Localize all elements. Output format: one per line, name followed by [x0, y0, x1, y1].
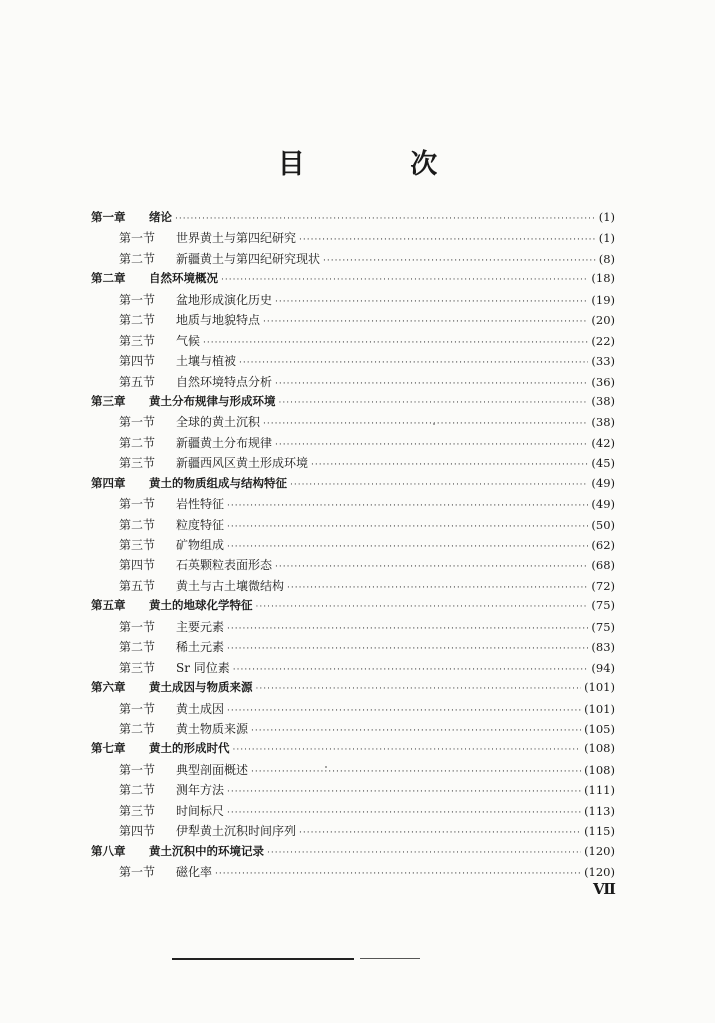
page-number: (115): [584, 824, 615, 839]
leader-dots: [233, 665, 589, 675]
section-number: 第二节: [119, 313, 156, 328]
leader-dots: [287, 583, 588, 593]
page-number: (1): [598, 231, 615, 246]
leader-dots: [267, 848, 581, 858]
page-number: (8): [598, 251, 615, 266]
chapter-title: 黄土成因与物质来源: [149, 680, 253, 695]
leader-dots: [251, 726, 581, 736]
page-number: (33): [591, 354, 615, 369]
toc-section-row: [91, 822, 615, 842]
toc-section-row: [91, 802, 615, 822]
chapter-title: 黄土沉积中的环境记录: [149, 843, 264, 858]
chapter-title: 自然环境概况: [149, 271, 218, 286]
section-title: 世界黄土与第四纪研究: [176, 231, 297, 246]
page-number: (113): [584, 803, 615, 818]
page-number: (18): [591, 271, 615, 286]
scan-speck: [325, 766, 327, 768]
section-number: 第二节: [119, 435, 156, 450]
section-number: 第二节: [119, 251, 156, 266]
leader-dots: [279, 398, 589, 408]
toc-section-row: [91, 250, 615, 270]
section-title: 粒度特征: [176, 517, 225, 532]
leader-dots: [251, 767, 581, 777]
page-number: (94): [591, 660, 615, 675]
section-number: 第一节: [119, 415, 156, 430]
leader-dots: [227, 644, 588, 654]
leader-dots: [275, 379, 588, 389]
leader-dots: [275, 562, 588, 572]
toc-section-row: [91, 700, 615, 720]
section-title: 石英颗粒表面形态: [176, 558, 273, 573]
toc-section-row: [91, 638, 615, 658]
chapter-title: 黄土的物质组成与结构特征: [149, 475, 287, 490]
page-number: (101): [584, 701, 615, 716]
section-title: 岩性特征: [176, 497, 225, 512]
page-number: (38): [591, 393, 615, 408]
section-number: 第一节: [119, 762, 156, 777]
section-title: 自然环境特点分析: [176, 374, 273, 389]
section-title: 稀土元素: [176, 640, 225, 655]
page-number: (75): [591, 598, 615, 613]
leader-dots: [227, 501, 588, 511]
page-number: (45): [591, 456, 615, 471]
page-number: (101): [584, 680, 615, 695]
page-number: (62): [591, 538, 615, 552]
page-number: (1): [598, 210, 615, 224]
toc-section-row: [91, 373, 615, 393]
section-title: 伊犁黄土沉积时间序列: [176, 824, 297, 839]
leader-dots: [175, 214, 596, 224]
section-number: 第一节: [119, 231, 156, 246]
toc-section-row: [91, 229, 615, 249]
toc-chapter-row: [91, 843, 615, 863]
scan-speck: [433, 423, 435, 425]
toc-section-row: [91, 434, 615, 454]
chapter-number: 第四章: [91, 475, 126, 490]
toc-section-row: [91, 536, 615, 556]
toc-section-row: [91, 761, 615, 781]
leader-dots: [299, 235, 596, 245]
leader-dots: [275, 297, 588, 307]
section-number: 第五节: [119, 578, 156, 593]
section-title: 典型剖面概述: [176, 762, 249, 777]
chapter-number: 第三章: [91, 393, 126, 408]
toc-section-row: [91, 659, 615, 679]
leader-dots: [299, 828, 581, 838]
page-number: (22): [591, 333, 615, 348]
chapter-number: 第六章: [91, 680, 126, 695]
section-title: 时间标尺: [176, 803, 225, 818]
section-number: 第二节: [119, 721, 156, 736]
section-number: 第四节: [119, 354, 156, 369]
toc-section-row: [91, 311, 615, 331]
page-number: (111): [584, 783, 615, 798]
page-folio: Ⅶ: [593, 880, 614, 898]
page-number: (38): [591, 415, 615, 430]
section-number: 第二节: [119, 517, 156, 532]
section-title: Sr 同位素: [176, 660, 230, 675]
section-title: 盆地形成演化历史: [176, 292, 273, 307]
leader-dots: [227, 542, 588, 552]
toc-section-row: [91, 454, 615, 474]
chapter-number: 第一章: [91, 210, 126, 224]
section-number: 第二节: [119, 783, 156, 798]
toc-section-row: [91, 618, 615, 638]
leader-dots: [256, 684, 582, 694]
page-number: (19): [591, 292, 615, 307]
section-title: 新疆西风区黄土形成环境: [176, 456, 309, 471]
page-number: (75): [591, 619, 615, 634]
section-number: 第一节: [119, 619, 156, 634]
toc-section-row: [91, 556, 615, 576]
leader-dots: [215, 869, 581, 879]
leader-dots: [227, 808, 581, 818]
toc-section-row: [91, 720, 615, 740]
section-title: 新疆黄土与第四纪研究现状: [176, 251, 321, 266]
section-number: 第一节: [119, 865, 156, 879]
toc-section-row: [91, 781, 615, 801]
page-number: (108): [584, 741, 615, 756]
toc-section-row: [91, 413, 615, 433]
leader-dots: [239, 358, 588, 368]
section-title: 全球的黄土沉积: [176, 415, 261, 430]
chapter-number: 第七章: [91, 741, 126, 756]
section-number: 第一节: [119, 292, 156, 307]
leader-dots: [323, 256, 596, 266]
toc-section-row: [91, 863, 615, 883]
page-number: (68): [591, 558, 615, 573]
section-number: 第四节: [119, 558, 156, 573]
leader-dots: [256, 602, 589, 612]
leader-dots: [203, 338, 588, 348]
leader-dots: [290, 480, 588, 490]
section-title: 黄土与古土壤微结构: [176, 578, 285, 593]
section-title: 黄土物质来源: [176, 721, 249, 736]
section-number: 第四节: [119, 824, 156, 839]
footer-rule: [172, 958, 354, 960]
chapter-title: 黄土的形成时代: [149, 741, 230, 756]
leader-dots: [227, 706, 581, 716]
page-title: 目 次: [277, 149, 486, 180]
page-number: (105): [584, 721, 615, 736]
section-title: 土壤与植被: [176, 354, 237, 369]
chapter-number: 第五章: [91, 598, 126, 613]
toc-section-row: [91, 577, 615, 597]
section-title: 测年方法: [176, 783, 225, 798]
table-of-contents: [91, 209, 615, 883]
chapter-title: 绪论: [149, 210, 172, 224]
section-title: 主要元素: [176, 619, 225, 634]
section-title: 黄土成因: [176, 701, 225, 716]
section-number: 第三节: [119, 456, 156, 471]
section-number: 第五节: [119, 374, 156, 389]
toc-section-row: [91, 516, 615, 536]
toc-chapter-row: [91, 393, 615, 413]
page-number: (120): [584, 865, 615, 879]
chapter-title: 黄土分布规律与形成环境: [149, 393, 276, 408]
page-number: (120): [584, 843, 615, 858]
page-number: (108): [584, 762, 615, 777]
section-number: 第三节: [119, 803, 156, 818]
toc-section-row: [91, 352, 615, 372]
leader-dots: [233, 745, 582, 755]
toc-chapter-row: [91, 597, 615, 617]
leader-dots: [221, 275, 588, 285]
toc-chapter-row: [91, 475, 615, 495]
section-title: 新疆黄土分布规律: [176, 435, 273, 450]
page-number: (42): [591, 435, 615, 450]
toc-chapter-row: [91, 740, 615, 760]
toc-chapter-row: [91, 270, 615, 290]
leader-dots: [227, 624, 588, 634]
section-number: 第一节: [119, 701, 156, 716]
leader-dots: [227, 522, 588, 532]
page-number: (49): [591, 475, 615, 490]
chapter-number: 第八章: [91, 843, 126, 858]
leader-dots: [263, 419, 588, 429]
leader-dots: [311, 460, 588, 470]
section-number: 第三节: [119, 538, 156, 552]
section-number: 第二节: [119, 640, 156, 655]
section-number: 第一节: [119, 497, 156, 512]
toc-chapter-row: [91, 209, 615, 229]
leader-dots: [227, 787, 581, 797]
footer-rule-short: [360, 958, 420, 959]
page-number: (36): [591, 374, 615, 389]
section-number: 第三节: [119, 660, 156, 675]
chapter-title: 黄土的地球化学特征: [149, 598, 253, 613]
toc-section-row: [91, 332, 615, 352]
page-number: (20): [591, 313, 615, 328]
section-number: 第三节: [119, 333, 156, 348]
section-title: 气候: [176, 333, 201, 348]
section-title: 磁化率: [176, 865, 213, 879]
leader-dots: [263, 317, 588, 327]
page-number: (83): [591, 640, 615, 655]
page-number: (49): [591, 497, 615, 512]
toc-chapter-row: [91, 679, 615, 699]
toc-section-row: [91, 291, 615, 311]
toc-section-row: [91, 495, 615, 515]
section-title: 矿物组成: [176, 538, 225, 552]
chapter-number: 第二章: [91, 271, 126, 286]
page-number: (72): [591, 578, 615, 593]
leader-dots: [275, 440, 588, 450]
section-title: 地质与地貌特点: [176, 313, 261, 328]
page-number: (50): [591, 517, 615, 532]
